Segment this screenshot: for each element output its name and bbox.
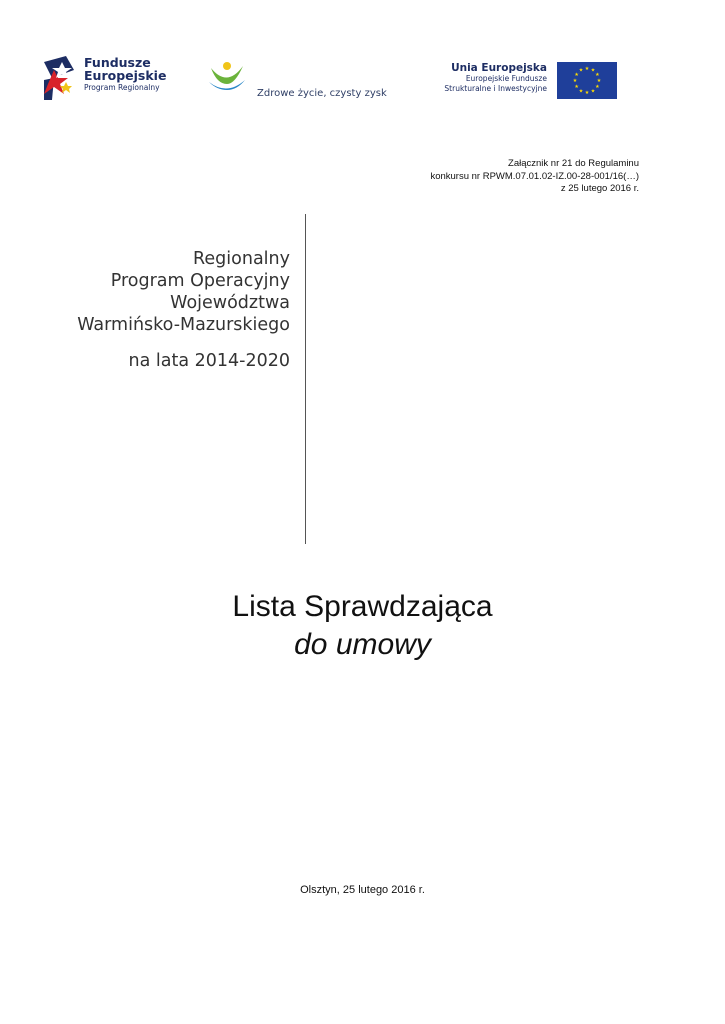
svg-text:★: ★	[595, 72, 600, 78]
unia-sub-line2: Strukturalne i Inwestycyjne	[444, 84, 547, 93]
svg-text:★: ★	[590, 67, 596, 74]
annex-line-2: konkursu nr RPWM.07.01.02-IZ.00-28-001/16(…)	[430, 170, 639, 182]
program-period: na lata 2014-2020	[128, 351, 290, 371]
warmia-mazury-emblem-icon	[205, 58, 249, 98]
program-line-2: Program Operacyjny	[110, 271, 290, 291]
fundusze-title-line1: Fundusze	[84, 55, 151, 70]
svg-text:★: ★	[572, 78, 578, 84]
svg-text:★: ★	[595, 84, 600, 90]
svg-text:★: ★	[596, 78, 602, 84]
annex-line-3: z 25 lutego 2016 r.	[560, 183, 639, 194]
vertical-divider	[305, 214, 306, 544]
unia-title: Unia Europejska	[451, 62, 547, 74]
program-line-4: Warmińsko-Mazurskiego	[77, 315, 290, 335]
program-line-3: Województwa	[170, 293, 290, 313]
svg-text:★: ★	[578, 88, 584, 95]
annex-note	[430, 158, 639, 196]
svg-text:★: ★	[584, 90, 590, 96]
annex-line-1: Załącznik nr 21 do Regulaminu	[508, 158, 639, 169]
unia-sub-line1: Europejskie Fundusze	[465, 74, 547, 83]
svg-text:★: ★	[574, 72, 579, 78]
svg-text:★: ★	[574, 84, 579, 90]
svg-text:★: ★	[578, 67, 584, 74]
program-line-1: Regionalny	[193, 249, 290, 269]
unia-europejska-logo	[430, 62, 620, 102]
program-title	[77, 248, 290, 372]
warmia-mazury-slogan: Zdrowe życie, czysty zysk	[257, 88, 387, 99]
fundusze-europejskie-logo	[44, 56, 184, 102]
fundusze-title-line2: Europejskie	[84, 68, 167, 83]
svg-text:★: ★	[584, 66, 590, 72]
place-date: Olsztyn, 25 lutego 2016 r.	[300, 884, 425, 896]
fundusze-star-icon	[44, 56, 80, 100]
fundusze-subtitle: Program Regionalny	[84, 83, 160, 92]
document-title-main: Lista Sprawdzająca	[232, 590, 493, 623]
warmia-mazury-logo	[205, 58, 400, 104]
document-subtitle: do umowy	[294, 628, 431, 661]
eu-flag-icon	[557, 62, 617, 99]
document-title	[0, 588, 725, 664]
svg-text:★: ★	[590, 88, 596, 95]
